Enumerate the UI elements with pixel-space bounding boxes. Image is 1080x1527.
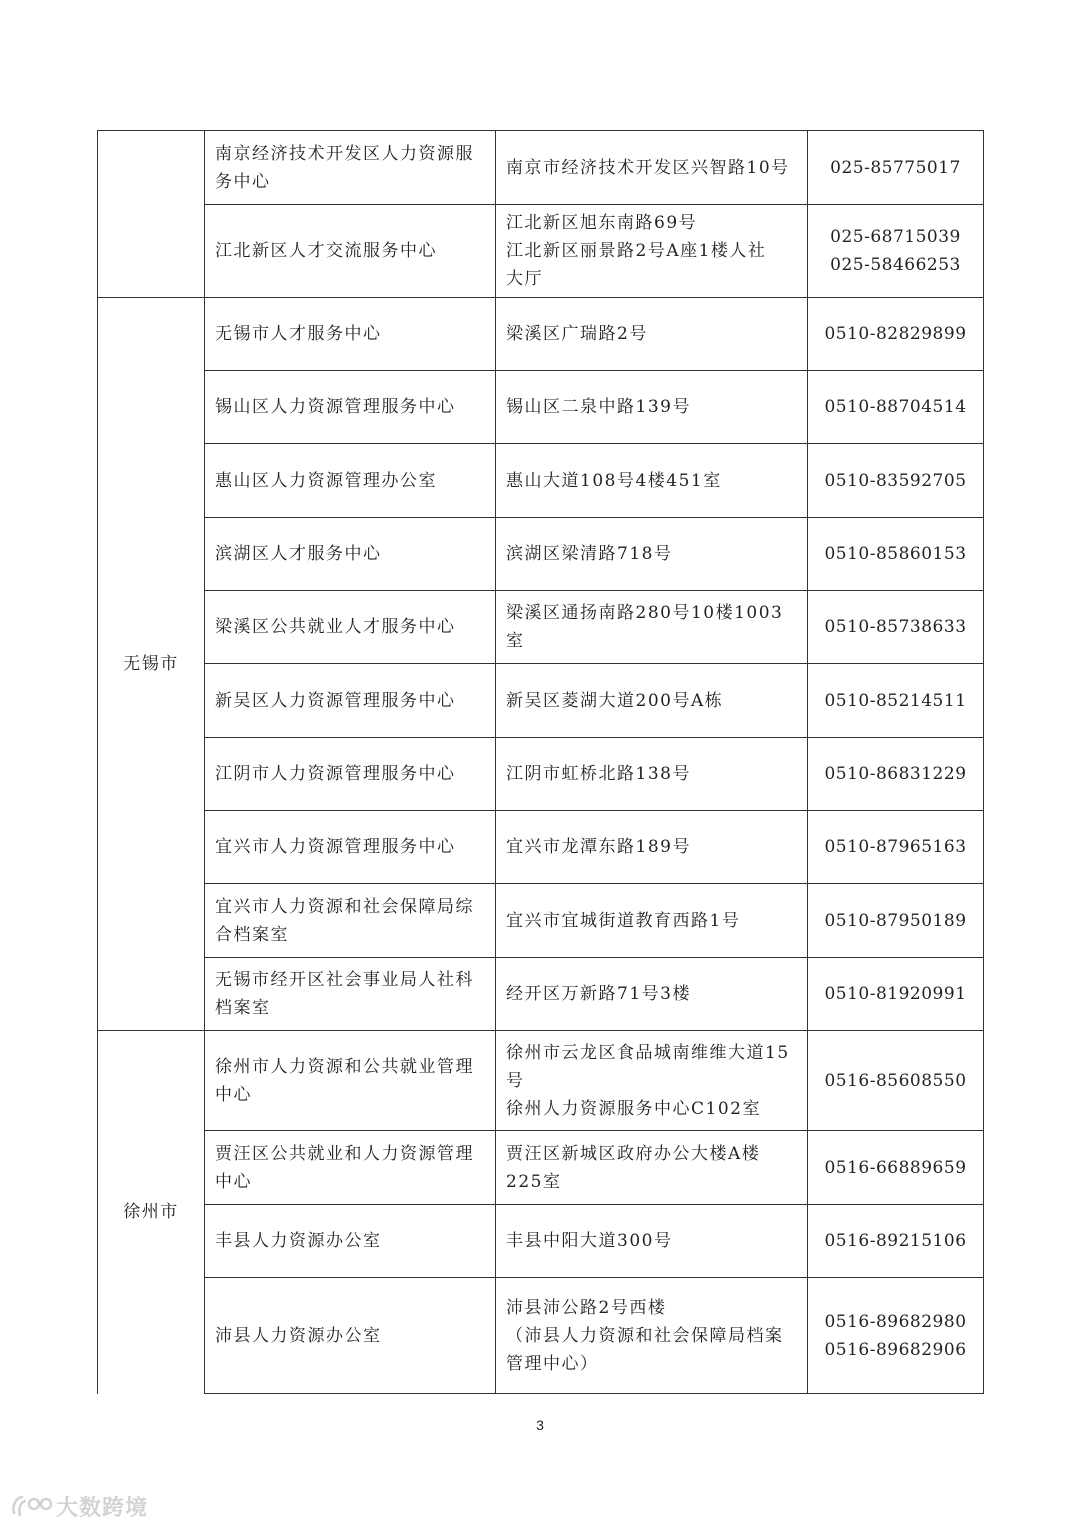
unit-name-cell <box>205 131 496 205</box>
address-cell <box>496 1278 808 1394</box>
page-number: 3 <box>536 1417 544 1433</box>
cell-line: 滨湖区人才服务中心 <box>215 544 382 564</box>
cell-line: 梁溪区公共就业人才服务中心 <box>215 617 456 637</box>
city-cell <box>98 131 205 298</box>
cell-line: 0510-81920991 <box>824 984 967 1004</box>
phone-cell <box>808 738 984 811</box>
cell-line: 务中心 <box>215 171 271 192</box>
table-row <box>98 131 984 205</box>
address-cell <box>496 518 808 591</box>
cell-line: 江北新区人才交流服务中心 <box>215 241 437 261</box>
phone-cell <box>808 664 984 738</box>
cell-line: 无锡市经开区社会事业局人社科 <box>215 970 474 990</box>
table-row <box>98 591 984 664</box>
cell-line: 无锡市人才服务中心 <box>215 324 382 344</box>
table-row <box>98 518 984 591</box>
address-cell <box>496 1031 808 1131</box>
cell-line: 丰县人力资源办公室 <box>215 1231 382 1251</box>
table-row <box>98 205 984 298</box>
unit-name-cell <box>205 958 496 1031</box>
address-cell <box>496 591 808 664</box>
cell-line: 0516-89682980 <box>824 1311 967 1332</box>
cell-line: 江北新区旭东南路69号 <box>506 213 698 233</box>
phone-cell <box>808 591 984 664</box>
unit-name-cell <box>205 1278 496 1394</box>
cell-line: 中心 <box>215 1084 252 1105</box>
unit-name-cell <box>205 444 496 518</box>
directory-body <box>98 131 984 1394</box>
cell-line: 025-68715039 <box>830 227 961 247</box>
table-row <box>98 884 984 958</box>
cell-line: 0510-87950189 <box>824 910 967 931</box>
phone-cell <box>808 884 984 958</box>
cell-line: 中心 <box>215 1171 252 1192</box>
cell-line: 宜兴市人力资源管理服务中心 <box>215 837 456 857</box>
hr-service-directory-table <box>97 130 984 1394</box>
cell-line: 徐州市云龙区食品城南维维大道15 <box>506 1042 790 1063</box>
cell-line: 沛县沛公路2号西楼 <box>506 1297 667 1318</box>
unit-name-cell <box>205 371 496 444</box>
phone-cell <box>808 298 984 371</box>
phone-cell <box>808 1131 984 1205</box>
cell-line: 丰县中阳大道300号 <box>506 1231 673 1251</box>
table-row <box>98 811 984 884</box>
phone-cell <box>808 205 984 298</box>
cell-line: 号 <box>506 1070 525 1091</box>
cell-line: 江阴市人力资源管理服务中心 <box>215 764 456 784</box>
phone-cell <box>808 1205 984 1278</box>
address-cell <box>496 298 808 371</box>
cell-line: 025-85775017 <box>830 157 961 178</box>
phone-cell <box>808 1031 984 1131</box>
cell-line: 225室 <box>506 1171 562 1192</box>
cell-line: 南京经济技术开发区人力资源服 <box>215 143 474 164</box>
city-cell: 无锡市 <box>98 298 205 1031</box>
cell-line: 0516-89215106 <box>824 1231 967 1251</box>
cell-line: 惠山区人力资源管理办公室 <box>215 470 437 491</box>
phone-cell <box>808 958 984 1031</box>
phone-cell <box>808 518 984 591</box>
cell-line: 贾汪区新城区政府办公大楼A楼 <box>506 1143 761 1164</box>
cell-line: 0510-85860153 <box>824 544 967 564</box>
cell-line: 合档案室 <box>215 924 289 945</box>
cell-line: 0510-83592705 <box>824 470 967 491</box>
address-cell <box>496 958 808 1031</box>
unit-name-cell <box>205 591 496 664</box>
address-cell <box>496 664 808 738</box>
cell-line: 0510-85214511 <box>824 690 967 711</box>
table-row <box>98 371 984 444</box>
table-row <box>98 444 984 518</box>
cell-line: 沛县人力资源办公室 <box>215 1325 382 1346</box>
cell-line: 0510-82829899 <box>824 324 967 344</box>
table-row <box>98 1031 984 1131</box>
city-cell: 徐州市 <box>98 1031 205 1394</box>
unit-name-cell <box>205 518 496 591</box>
cell-line: 0510-87965163 <box>824 837 967 857</box>
cell-line: 贾汪区公共就业和人力资源管理 <box>215 1143 474 1164</box>
unit-name-cell <box>205 205 496 298</box>
phone-cell <box>808 131 984 205</box>
table-row <box>98 298 984 371</box>
cell-line: 徐州人力资源服务中心C102室 <box>506 1098 761 1119</box>
table-row <box>98 738 984 811</box>
unit-name-cell <box>205 664 496 738</box>
cell-line: 新吴区菱湖大道200号A栋 <box>506 690 724 711</box>
cell-line: 宜兴市人力资源和社会保障局综 <box>215 896 474 917</box>
cell-line: 惠山大道108号4楼451室 <box>506 470 722 491</box>
cell-line: 梁溪区通扬南路280号10楼1003 <box>506 603 784 623</box>
cell-line: 锡山区二泉中路139号 <box>506 397 691 417</box>
cell-line: 南京市经济技术开发区兴智路10号 <box>506 157 790 178</box>
table-row <box>98 1131 984 1205</box>
table-row <box>98 1205 984 1278</box>
cell-line: 档案室 <box>215 998 271 1018</box>
cell-line: 0510-86831229 <box>824 764 967 784</box>
table-row <box>98 1278 984 1394</box>
cell-line: 江北新区丽景路2号A座1楼人社 <box>506 241 767 261</box>
unit-name-cell <box>205 884 496 958</box>
phone-cell <box>808 1278 984 1394</box>
address-cell <box>496 205 808 298</box>
cell-line: 滨湖区梁清路718号 <box>506 544 673 564</box>
cell-line: 0510-88704514 <box>824 397 967 417</box>
address-cell <box>496 1205 808 1278</box>
table-row <box>98 664 984 738</box>
cell-line: 大厅 <box>506 269 543 289</box>
address-cell <box>496 811 808 884</box>
cell-line: 025-58466253 <box>830 255 961 275</box>
address-cell <box>496 444 808 518</box>
cell-line: 江阴市虹桥北路138号 <box>506 764 691 784</box>
table-row <box>98 958 984 1031</box>
address-cell <box>496 131 808 205</box>
cell-line: 梁溪区广瑞路2号 <box>506 324 648 344</box>
unit-name-cell <box>205 738 496 811</box>
address-cell <box>496 1131 808 1205</box>
cell-line: 0510-85738633 <box>824 617 967 637</box>
watermark <box>10 1491 148 1521</box>
phone-cell <box>808 811 984 884</box>
unit-name-cell <box>205 1205 496 1278</box>
cell-line: 0516-85608550 <box>824 1070 967 1091</box>
phone-cell <box>808 444 984 518</box>
cell-line: 0516-66889659 <box>824 1157 967 1178</box>
cell-line: 0516-89682906 <box>824 1339 967 1360</box>
cell-line: 新吴区人力资源管理服务中心 <box>215 690 456 711</box>
cell-line: 管理中心） <box>506 1353 599 1374</box>
address-cell <box>496 884 808 958</box>
address-cell <box>496 738 808 811</box>
cell-line: 锡山区人力资源管理服务中心 <box>215 397 456 417</box>
watermark-logo-icon <box>10 1493 54 1519</box>
cell-line: 室 <box>506 631 525 651</box>
unit-name-cell <box>205 811 496 884</box>
cell-line: 经开区万新路71号3楼 <box>506 984 691 1004</box>
watermark-text: 大数跨境 <box>56 1495 149 1521</box>
cell-line: 徐州市人力资源和公共就业管理 <box>215 1056 474 1077</box>
cell-line: （沛县人力资源和社会保障局档案 <box>506 1325 784 1346</box>
unit-name-cell <box>205 298 496 371</box>
address-cell <box>496 371 808 444</box>
unit-name-cell <box>205 1131 496 1205</box>
phone-cell <box>808 371 984 444</box>
cell-line: 宜兴市龙潭东路189号 <box>506 837 691 857</box>
cell-line: 宜兴市宜城街道教育西路1号 <box>506 910 741 931</box>
unit-name-cell <box>205 1031 496 1131</box>
